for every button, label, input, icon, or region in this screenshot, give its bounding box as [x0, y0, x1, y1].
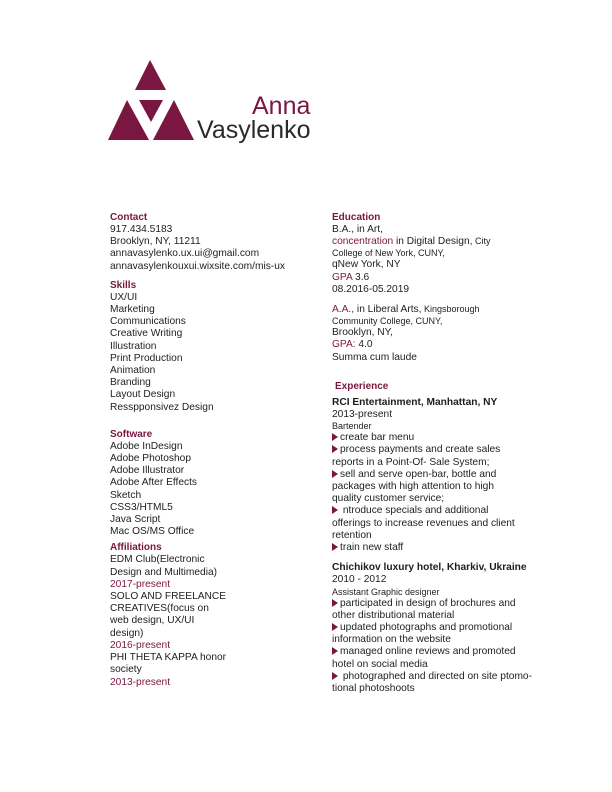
right-column [332, 211, 547, 695]
job-bullet-text: participated in design of brochures and [340, 597, 516, 609]
job-bullet-line [332, 457, 547, 469]
software-item: CSS3/HTML5 [110, 501, 173, 513]
job-bullet [332, 646, 547, 670]
job-bullet-line [332, 493, 547, 505]
job-bullet-text: other distributional material [332, 609, 455, 621]
aa-gpa-value: 4.0 [355, 339, 373, 351]
bullet-triangle-icon [332, 433, 338, 441]
job-bullet-line [332, 610, 547, 622]
ba-location: qNew York, NY [332, 259, 401, 271]
job-bullet-text: create bar menu [340, 432, 415, 444]
ba-gpa-value: 3.6 [352, 271, 370, 283]
aa-honor: Summa cum laude [332, 351, 417, 363]
left-column [110, 211, 315, 689]
job-bullet-line [332, 659, 547, 671]
job-bullet-line [332, 432, 547, 444]
affiliation-line: CREATIVES(focus on [110, 603, 209, 615]
software-item: Adobe Photoshop [110, 453, 192, 465]
software-item: Mac OS/MS Office [110, 526, 195, 538]
ba-college: College of New York, CUNY, [332, 248, 445, 259]
job-title: Assistant Graphic designer [332, 586, 440, 597]
affiliation-line: PHI THETA KAPPA honor [110, 652, 227, 664]
aa-degree [332, 304, 547, 316]
skills-heading: Skills [110, 279, 137, 291]
job-entry [332, 397, 547, 554]
first-name: Anna [252, 92, 311, 120]
job-bullet-text: sell and serve open-bar, bottle and [340, 468, 497, 480]
education-heading: Education [332, 212, 381, 223]
skill-item: Layout Design [110, 389, 176, 401]
last-name: Vasylenko [197, 116, 311, 144]
job-company: RCI Entertainment, Manhattan, NY [332, 396, 498, 408]
software-item: Java Script [110, 514, 161, 526]
bullet-triangle-icon [332, 647, 338, 655]
job-bullet [332, 432, 547, 444]
bullet-triangle-icon [332, 470, 338, 478]
skill-item: Illustration [110, 340, 157, 352]
bullet-triangle-icon [332, 672, 338, 680]
contact-phone: 917.434.5183 [110, 224, 173, 235]
affiliation-date: 2017-present [110, 578, 171, 590]
job-dates: 2010 - 2012 [332, 574, 387, 586]
skill-item: Branding [110, 377, 151, 389]
ba-city: City [472, 236, 491, 247]
job-bullet [332, 598, 547, 622]
job-bullet-line [332, 683, 547, 695]
aa-college: Community College, CUNY, [332, 316, 443, 327]
affiliation-date: 2013-present [110, 676, 171, 688]
job-bullet-line [332, 646, 547, 658]
job-bullet-line [332, 481, 547, 493]
affiliation-line: society [110, 664, 142, 676]
job-bullet-line [332, 622, 547, 634]
bullet-triangle-icon [332, 506, 338, 514]
contact-website[interactable]: annavasylenkouxui.wixsite.com/mis-ux [110, 260, 285, 272]
aa-location: Brooklyn, NY, [332, 327, 393, 339]
skill-item: Print Production [110, 352, 183, 364]
job-bullet [332, 444, 547, 468]
aa-gpa [332, 339, 547, 351]
job-bullet-text: photographed and directed on site ptomo- [340, 670, 532, 682]
contact-heading: Contact [110, 212, 148, 223]
aa-degree-prefix: A.A., [332, 304, 355, 316]
job-bullet-text: train new staff [340, 542, 404, 554]
job-company: Chichikov luxury hotel, Kharkiv, Ukraine [332, 562, 527, 574]
job-dates: 2013-present [332, 409, 393, 421]
job-bullet-text: quality customer service; [332, 493, 445, 505]
skill-item: Creative Writing [110, 328, 183, 340]
affiliation-line: web design, UX/UI [110, 615, 195, 627]
job-bullet [332, 671, 547, 695]
job-bullet-text: tional photoshoots [332, 683, 415, 695]
skill-item: Communications [110, 316, 186, 328]
aa-school: Kingsborough [421, 304, 480, 315]
job-bullet-text: process payments and create sales [340, 444, 501, 456]
software-item: Adobe After Effects [110, 477, 198, 489]
affiliation-entry [110, 591, 315, 652]
affiliation-line: Design and Multimedia) [110, 566, 218, 578]
ba-concentration-label: concentration [332, 236, 394, 248]
ba-gpa-label: GPA [332, 271, 353, 283]
job-bullet-line [332, 671, 547, 683]
ba-degree: B.A., in Art, [332, 224, 383, 235]
job-bullet-text: retention [332, 529, 372, 541]
job-bullet-text: packages with high attention to high [332, 481, 494, 493]
jobs-list [332, 397, 547, 695]
bullet-triangle-icon [332, 599, 338, 607]
skill-item: Marketing [110, 304, 155, 316]
ba-gpa [332, 272, 547, 284]
job-bullet-line [332, 634, 547, 646]
software-list [110, 441, 315, 539]
skill-item: Resspponsivez Design [110, 401, 214, 413]
job-bullet-text: information on the website [332, 634, 451, 646]
skill-item: UX/UI [110, 291, 138, 303]
job-bullet-line [332, 518, 547, 530]
skills-list [110, 292, 315, 414]
software-item: Adobe InDesign [110, 440, 183, 452]
bullet-triangle-icon [332, 623, 338, 631]
affiliation-line: design) [110, 627, 144, 639]
contact-email[interactable]: annavasylenko.ux.ui@gmail.com [110, 248, 260, 260]
ba-concentration-value: in Digital Design, [393, 236, 473, 248]
affiliation-date: 2016-present [110, 639, 171, 651]
affiliation-entry [110, 554, 315, 591]
job-bullet-line [332, 598, 547, 610]
job-bullet-line [332, 444, 547, 456]
job-bullet-line [332, 542, 547, 554]
job-bullet-text: hotel on social media [332, 658, 428, 670]
job-bullet [332, 469, 547, 506]
job-entry [332, 562, 547, 695]
job-bullet [332, 622, 547, 646]
job-bullet-text: managed online reviews and promoted [340, 646, 516, 658]
job-bullet [332, 542, 547, 554]
contact-location: Brooklyn, NY, 11211 [110, 236, 201, 248]
affiliation-line: EDM Club(Electronic [110, 554, 205, 566]
ba-dates: 08.2016-05.2019 [332, 283, 410, 295]
job-bullet-text: updated photographs and promotional [340, 622, 513, 634]
bullet-triangle-icon [332, 445, 338, 453]
affiliations-list [110, 554, 315, 688]
job-bullet-line [332, 469, 547, 481]
software-item: Sketch [110, 489, 142, 501]
bullet-triangle-icon [332, 543, 338, 551]
job-bullet-text: offerings to increase revenues and client [332, 517, 515, 529]
experience-heading: Experience [335, 380, 389, 392]
affiliation-entry [110, 652, 315, 689]
job-bullet-line [332, 505, 547, 517]
job-bullet [332, 505, 547, 542]
affiliations-heading: Affiliations [110, 542, 162, 554]
affiliation-line: SOLO AND FREELANCE [110, 591, 227, 603]
job-bullet-line [332, 530, 547, 542]
skill-item: Animation [110, 365, 156, 377]
software-heading: Software [110, 428, 153, 440]
job-bullet-text: ntroduce specials and additional [340, 505, 489, 517]
job-bullet-text: reports in a Point-Of- Sale System; [332, 456, 490, 468]
aa-gpa-label: GPA: [332, 339, 356, 351]
software-item: Adobe Illustrator [110, 465, 185, 477]
aa-degree-rest: in Liberal Arts, [354, 304, 422, 316]
ba-concentration [332, 236, 547, 248]
job-title: Bartender [332, 421, 372, 432]
logo-triangles-icon [108, 60, 194, 142]
